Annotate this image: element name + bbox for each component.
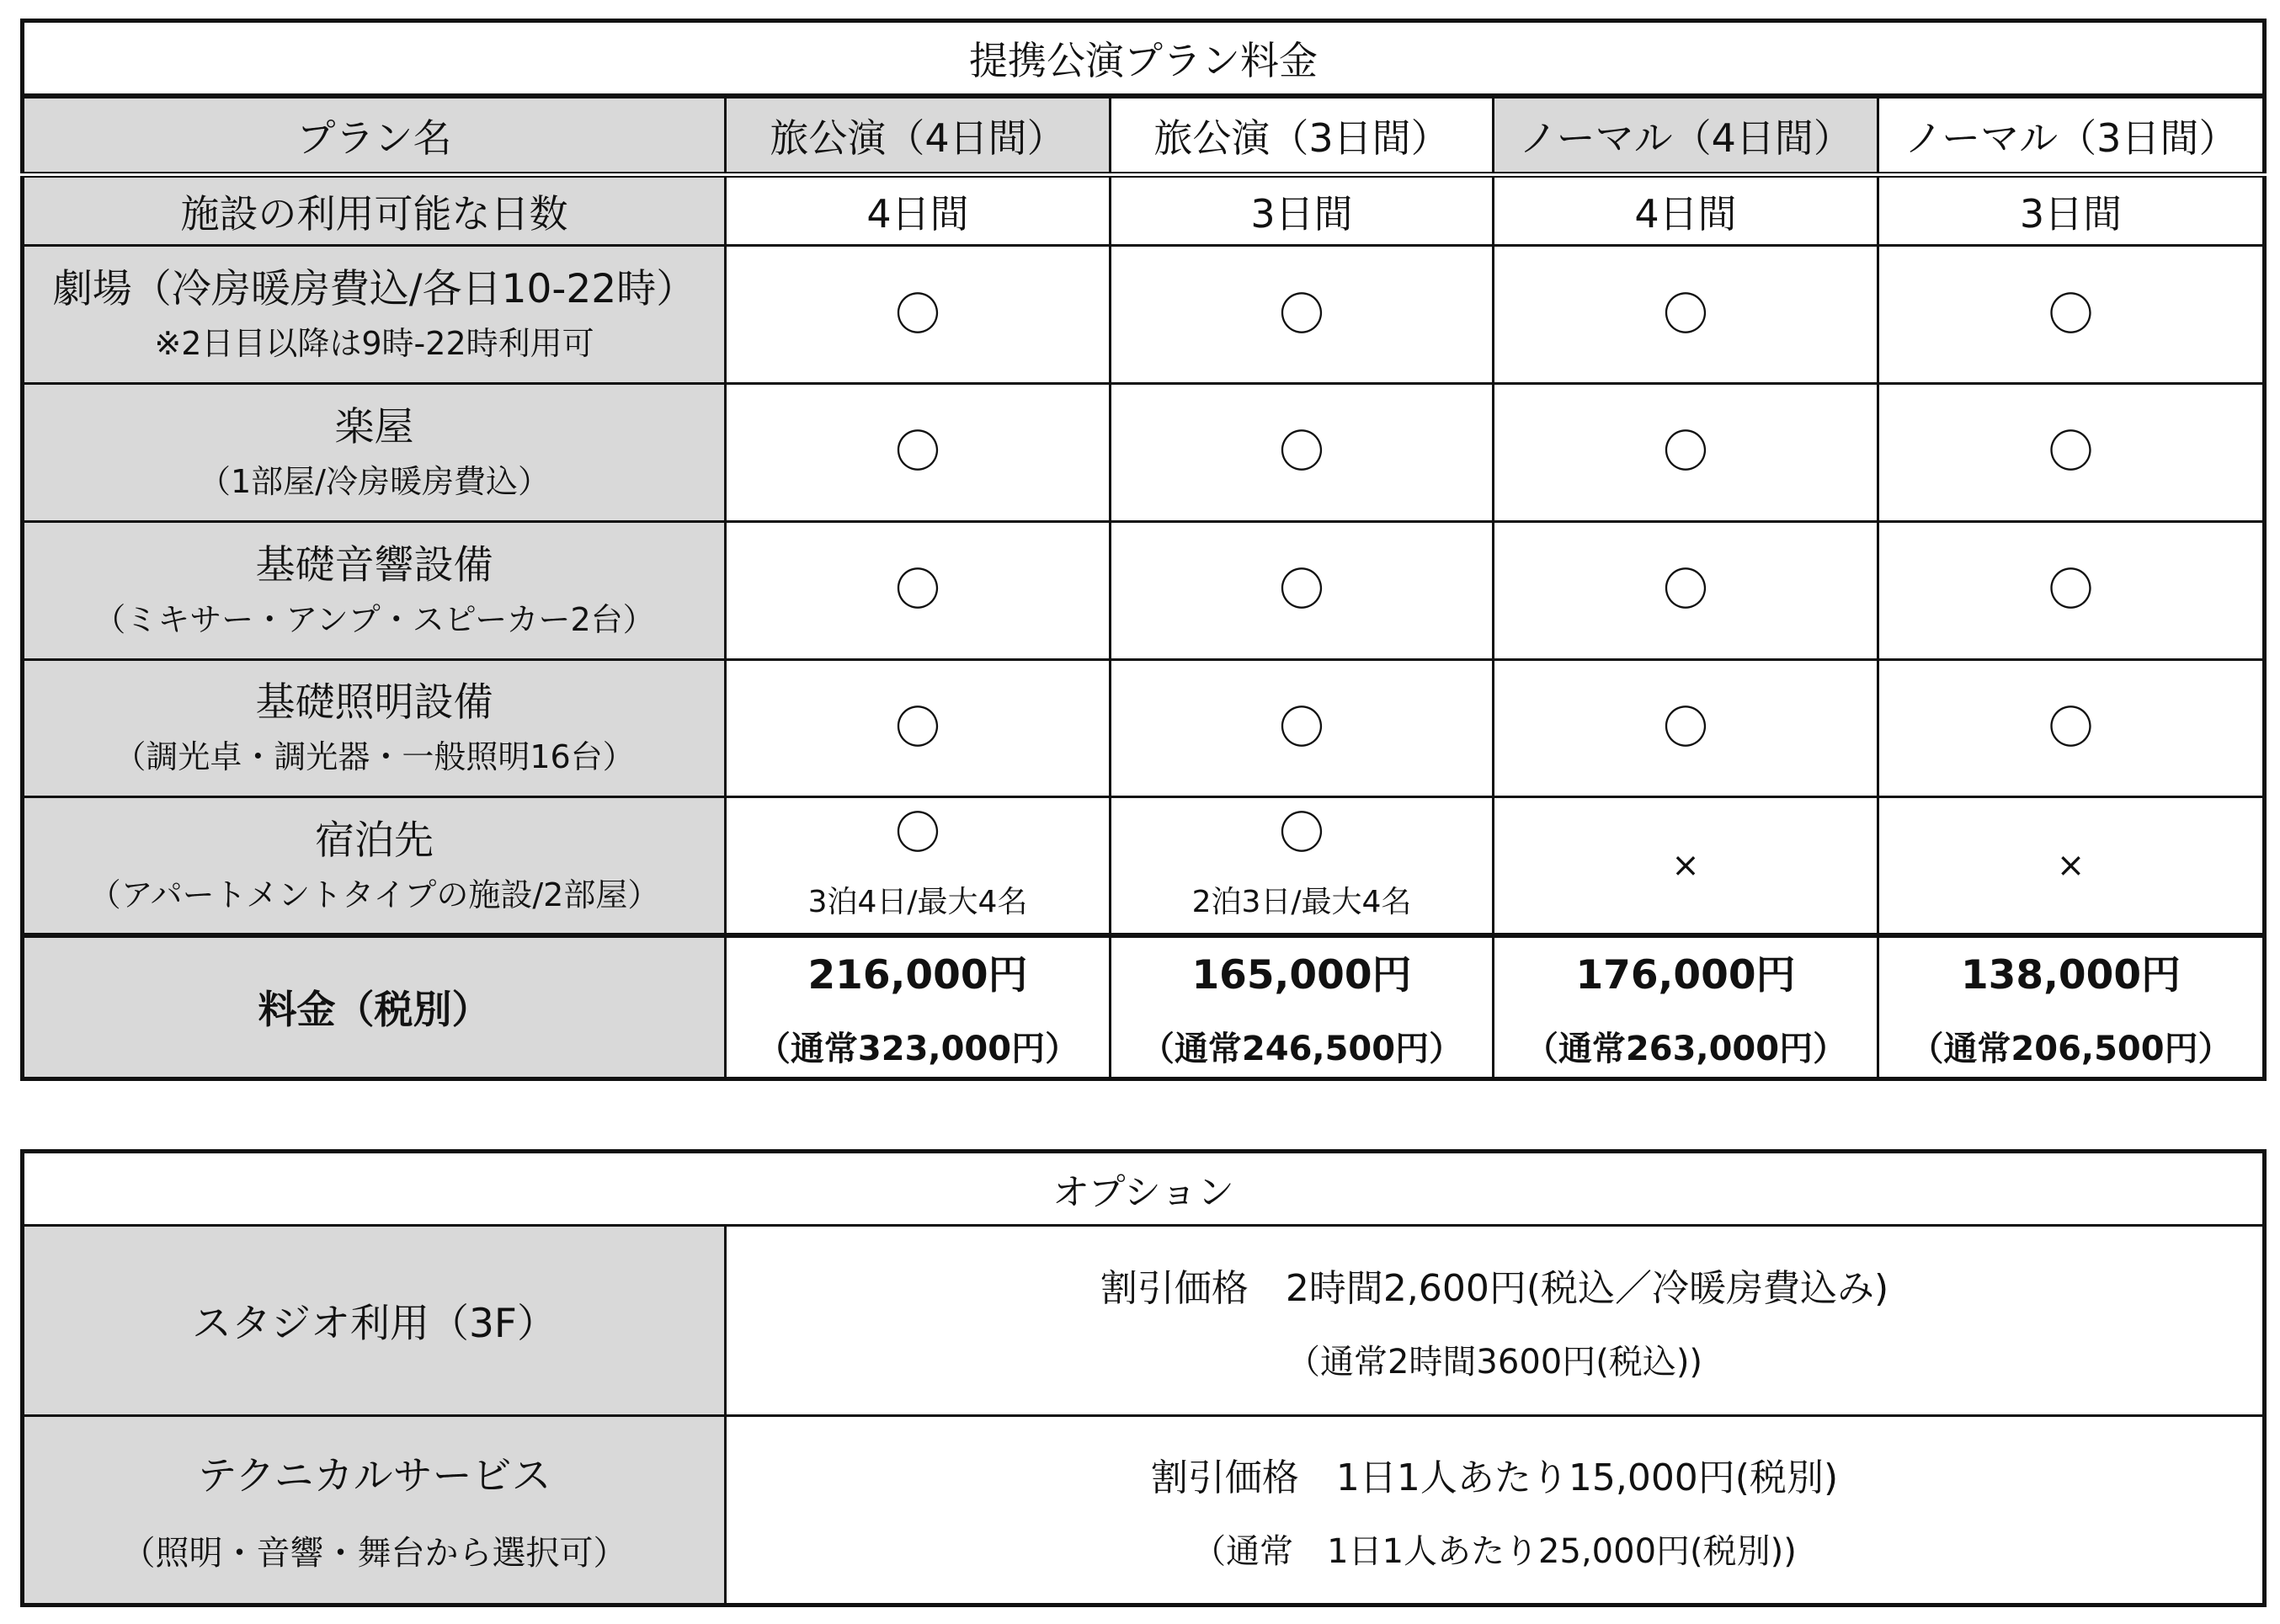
availability-cell [1111,659,1494,797]
availability-cell [1111,384,1494,522]
row-label-sub: ※2日目以降は9時-22時利用可 [154,325,594,363]
days-cell: 4日間 [726,174,1111,245]
option-label-sub: （照明・音響・舞台から選択可） [121,1534,627,1573]
row-label-main: 劇場（冷房暖房費込/各日10-22時） [52,266,696,313]
circle-mark-icon: 〇 [1279,287,1324,341]
days-cell: 4日間 [1494,174,1878,245]
option-regular-price: （通常 1日1人あたり25,000円(税別)) [1192,1531,1797,1571]
cross-mark-icon: × [2056,846,2086,886]
row-label-sub: （1部屋/冷房暖房費込） [199,462,550,500]
option-label-technical-service [23,1415,726,1605]
option-regular-price: （通常2時間3600円(税込)) [1286,1342,1703,1382]
price-value: 138,000円 [1960,952,2181,999]
header-normal-4days: ノーマル（4日間） [1494,96,1878,174]
circle-mark-icon: 〇 [2048,287,2094,341]
header-tour-3days: 旅公演（3日間） [1111,96,1494,174]
availability-cell [726,659,1111,797]
header-plan-name: プラン名 [23,96,726,174]
availability-cell [1878,659,2265,797]
circle-mark-icon: 〇 [2048,425,2094,479]
row-label-lighting-equipment [23,659,726,797]
price-cell [1878,935,2265,1079]
row-label-main: 基礎音響設備 [255,541,493,588]
row-label-main: 楽屋 [334,403,414,450]
days-row-label: 施設の利用可能な日数 [23,174,726,245]
price-cell [726,935,1111,1079]
circle-mark-icon: 〇 [1663,287,1708,341]
availability-cell [726,521,1111,659]
availability-cell [1111,246,1494,384]
stay-note: 3泊4日/最大4名 [807,884,1028,919]
circle-mark-icon: 〇 [1663,700,1708,754]
price-value: 216,000円 [807,952,1028,999]
circle-mark-icon: 〇 [895,806,940,860]
availability-cell [1494,521,1878,659]
row-label-accommodation [23,797,726,935]
circle-mark-icon: 〇 [1279,806,1324,860]
price-row-label: 料金（税別） [23,935,726,1079]
regular-price: （通常263,000円） [1524,1030,1847,1069]
accommodation-cell [1111,797,1494,935]
days-cell: 3日間 [1111,174,1494,245]
availability-cell [1878,521,2265,659]
circle-mark-icon: 〇 [895,287,940,341]
circle-mark-icon: 〇 [2048,700,2094,754]
row-label-sub: （ミキサー・アンプ・スピーカー2台） [93,600,655,638]
option-discount-price: 割引価格 2時間2,600円(税込／冷暖房費込み) [1100,1266,1889,1310]
option-label-studio [23,1226,726,1415]
row-label-main: 宿泊先 [315,817,434,864]
availability-cell [1111,521,1494,659]
option-label-main: テクニカルサービス [197,1453,551,1500]
accommodation-cell [726,797,1111,935]
row-label-main: 基礎照明設備 [255,679,493,727]
option-table [20,1149,2267,1607]
stay-note: 2泊3日/最大4名 [1191,884,1412,919]
circle-mark-icon: 〇 [1279,563,1324,617]
option-label-main: スタジオ利用（3F） [192,1300,557,1347]
availability-cell [1494,246,1878,384]
regular-price: （通常323,000円） [756,1030,1079,1069]
price-cell [1111,935,1494,1079]
availability-cell [1494,659,1878,797]
cross-mark-icon: × [1671,846,1700,886]
availability-cell [1878,384,2265,522]
availability-cell [726,246,1111,384]
plan-price-table [20,19,2267,1081]
price-cell [1494,935,1878,1079]
price-value: 176,000円 [1575,952,1796,999]
regular-price: （通常206,500円） [1910,1030,2232,1069]
availability-cell [1878,246,2265,384]
header-tour-4days: 旅公演（4日間） [726,96,1111,174]
row-label-theater [23,246,726,384]
row-label-dressing-room [23,384,726,522]
availability-cell [726,384,1111,522]
plan-table-title: 提携公演プラン料金 [23,21,2265,97]
circle-mark-icon: 〇 [1663,563,1708,617]
header-normal-3days: ノーマル（3日間） [1878,96,2265,174]
circle-mark-icon: 〇 [895,700,940,754]
circle-mark-icon: 〇 [1663,425,1708,479]
option-price-cell [726,1415,2265,1605]
option-table-title: オプション [23,1152,2265,1226]
regular-price: （通常246,500円） [1140,1030,1463,1069]
option-discount-price: 割引価格 1日1人あたり15,000円(税別) [1150,1456,1839,1499]
availability-cell [1494,384,1878,522]
option-price-cell [726,1226,2265,1415]
accommodation-cell [1494,797,1878,935]
accommodation-cell [1878,797,2265,935]
circle-mark-icon: 〇 [1279,425,1324,479]
circle-mark-icon: 〇 [2048,563,2094,617]
circle-mark-icon: 〇 [1279,700,1324,754]
circle-mark-icon: 〇 [895,563,940,617]
days-cell: 3日間 [1878,174,2265,245]
circle-mark-icon: 〇 [895,425,940,479]
price-value: 165,000円 [1191,952,1412,999]
row-label-sub: （アパートメントタイプの施設/2部屋） [88,876,660,913]
row-label-sound-equipment [23,521,726,659]
row-label-sub: （調光卓・調光器・一般照明16台） [114,738,635,776]
